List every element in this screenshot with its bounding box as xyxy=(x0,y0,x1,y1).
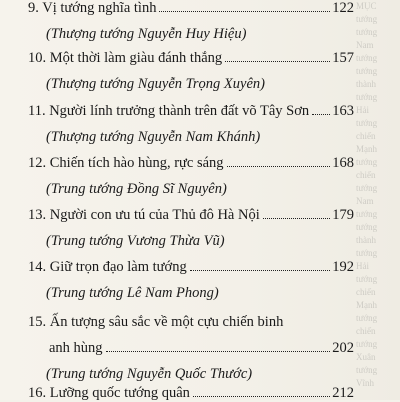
toc-entry-title-line2: anh hùng xyxy=(49,340,103,356)
dot-leader xyxy=(106,351,331,352)
toc-entry-author: (Trung tướng Nguyễn Quốc Thước) xyxy=(46,366,253,382)
toc-entry-title-row xyxy=(28,155,354,172)
toc-page-number: 163 xyxy=(332,103,354,119)
toc-entry xyxy=(28,50,354,93)
toc-entry-title: 16. Lưỡng quốc tướng quân xyxy=(28,385,190,401)
toc-entry xyxy=(28,155,354,198)
toc-entry xyxy=(28,103,354,146)
toc-entry-title-row xyxy=(28,103,354,120)
toc-entry xyxy=(28,207,354,250)
toc-entry-title-row xyxy=(28,207,354,224)
toc-entry-title-row xyxy=(28,385,354,402)
toc-page-number: 179 xyxy=(332,207,354,223)
toc-entry-title: 12. Chiến tích hào hùng, rực sáng xyxy=(28,155,224,171)
toc-page-number: 168 xyxy=(332,155,354,171)
toc-entry-title-continuation xyxy=(28,340,354,357)
toc-entry-author: (Thượng tướng Nguyễn Nam Khánh) xyxy=(46,129,261,145)
dot-leader xyxy=(225,61,330,62)
toc-entry xyxy=(28,259,354,302)
toc-entry-title: 9. Vị tướng nghĩa tình xyxy=(28,0,157,16)
toc-entry-author: (Thượng tướng Nguyễn Trọng Xuyên) xyxy=(46,76,265,92)
dot-leader xyxy=(227,166,331,167)
bleed-through-text: MỤC tướng tướng Nam tướng tướng thành tướng Hải tướng chiến Mạnh tướng chiến tướng Nam tướng tướng thành tướng Hải tướng chiến Mạnh tướng chiến tướng Xuân tướng Vĩnh xyxy=(356,1,378,388)
toc-entry-title-row xyxy=(28,259,354,276)
toc-entry xyxy=(28,385,354,402)
toc-entry-author: (Trung tướng Đồng Sĩ Nguyên) xyxy=(46,181,227,197)
toc-entry-title: 10. Một thời làm giàu đánh thắng xyxy=(28,50,223,66)
toc-entry-title-row xyxy=(28,314,354,331)
toc-entry xyxy=(28,314,354,383)
toc-entry xyxy=(28,0,354,43)
toc-page-number: 192 xyxy=(332,259,354,275)
toc-entry-title-row xyxy=(28,0,354,17)
toc-page-number: 122 xyxy=(332,0,354,16)
toc-entry-author: (Trung tướng Vương Thừa Vũ) xyxy=(46,233,225,249)
toc-page-number: 212 xyxy=(332,385,354,401)
toc-entry-author: (Thượng tướng Nguyễn Huy Hiệu) xyxy=(46,26,247,42)
toc-entry-title: 13. Người con ưu tú của Thủ đô Hà Nội xyxy=(28,207,260,223)
dot-leader xyxy=(193,396,330,397)
dot-leader xyxy=(159,11,330,12)
dot-leader xyxy=(312,114,330,115)
toc-entry-title: 11. Người lính trưởng thành trên đất võ Tây Sơn xyxy=(28,103,310,119)
dot-leader xyxy=(190,270,331,271)
toc-entry-title: 15. Ấn tượng sâu sắc về một cựu chiến binh xyxy=(28,314,284,330)
toc-page-number: 202 xyxy=(332,340,354,356)
dot-leader xyxy=(263,218,331,219)
toc-entry-author: (Trung tướng Lê Nam Phong) xyxy=(46,285,219,301)
toc-entry-title: 14. Giữ trọn đạo làm tướng xyxy=(28,259,187,275)
toc-page-number: 157 xyxy=(332,50,354,66)
toc-entry-title-row xyxy=(28,50,354,67)
